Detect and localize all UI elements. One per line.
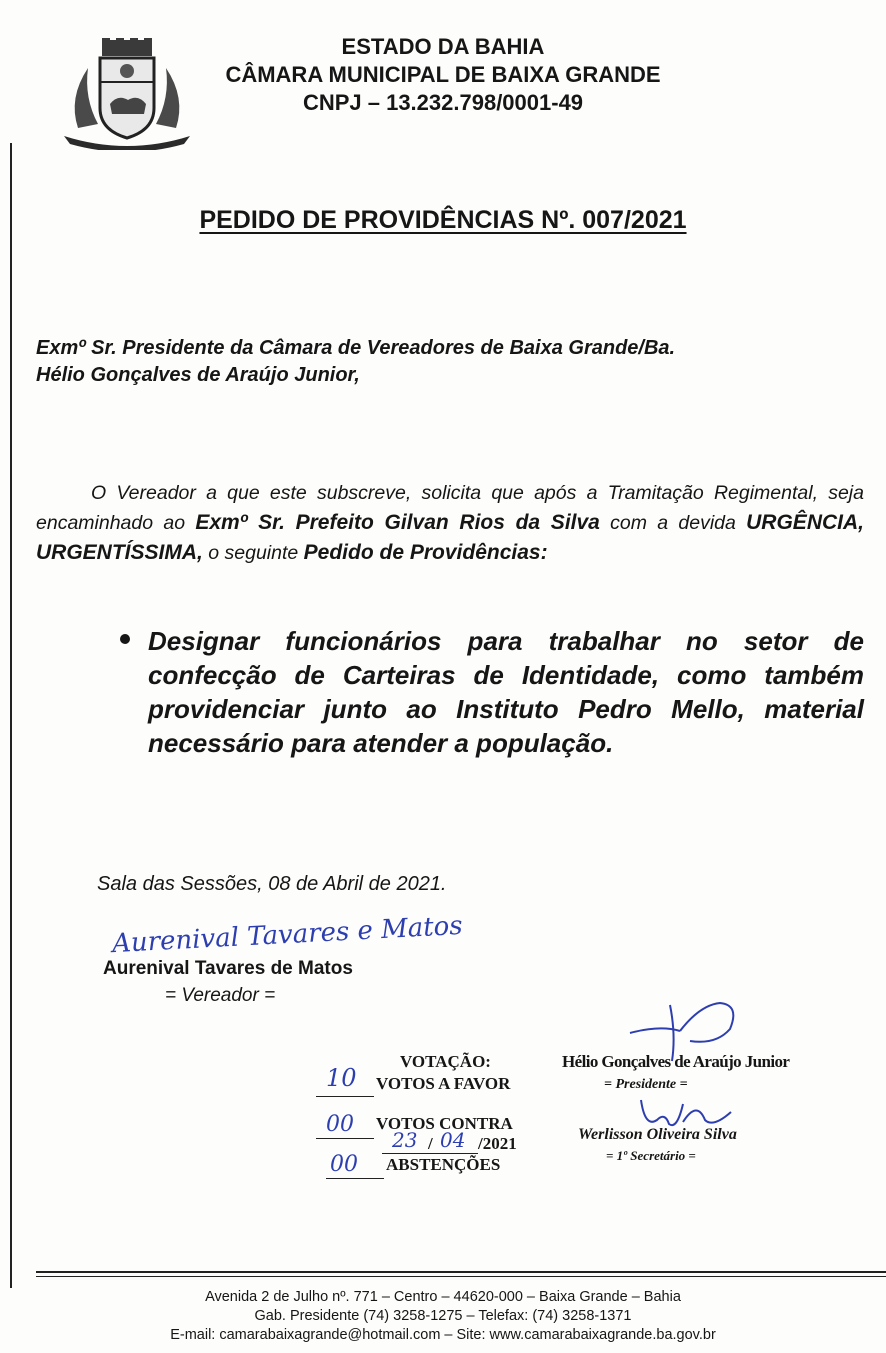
urgency-text: URGÊNCIA, URGENTÍSSIMA,	[36, 511, 864, 564]
place-date: Sala das Sessões, 08 de Abril de 2021.	[97, 873, 447, 895]
bullet-icon	[120, 634, 130, 644]
councilor-signature: Aurenival Tavares e Matos	[111, 910, 464, 960]
footer-address: Avenida 2 de Julho nº. 771 – Centro – 44620-000 – Baixa Grande – Bahia	[205, 1289, 681, 1305]
councilor-name: Aurenival Tavares de Matos	[103, 958, 353, 979]
footer-rule	[36, 1271, 886, 1273]
favor-count: 10	[326, 1064, 357, 1092]
vote-date-month: 04	[440, 1128, 466, 1152]
paragraph-text-3: o seguinte	[202, 542, 304, 564]
president-name: Hélio Gonçalves de Araújo Junior	[562, 1052, 790, 1071]
footer-rule-thin	[36, 1276, 886, 1277]
councilor-role: = Vereador =	[165, 985, 276, 1006]
vote-date-sep: /	[428, 1134, 433, 1153]
voting-title: VOTAÇÃO:	[400, 1052, 491, 1071]
request-label: Pedido de Providências:	[303, 541, 548, 564]
president-role: = Presidente =	[604, 1077, 688, 1092]
addressee-line1: Exmº Sr. Presidente da Câmara de Vereadores de Baixa Grande/Ba.	[36, 337, 676, 359]
footer-phones: Gab. Presidente (74) 3258-1275 – Telefax: (74) 3258-1371	[254, 1308, 632, 1324]
header-state: ESTADO DA BAHIA	[341, 34, 545, 59]
paragraph-text-2: com a devida	[599, 512, 747, 534]
document-title: PEDIDO DE PROVIDÊNCIAS Nº. 007/2021	[199, 206, 687, 234]
vote-date-line	[382, 1153, 478, 1154]
left-margin-rule	[10, 143, 12, 1288]
secretary-name: Werlisson Oliveira Silva	[578, 1126, 737, 1143]
abst-label: ABSTENÇÕES	[386, 1155, 501, 1174]
vote-date-day: 23	[392, 1128, 418, 1152]
paragraph-text-1: O Vereador a que este subscreve, solicita que após a Tramitação Regimental, seja encaminhado ao	[36, 482, 864, 534]
mayor-name: Exmº Sr. Prefeito Gilvan Rios da Silva	[195, 511, 600, 534]
contra-count: 00	[326, 1112, 354, 1137]
vote-date-year: /2021	[478, 1134, 517, 1153]
abst-count: 00	[330, 1152, 358, 1177]
favor-label: VOTOS A FAVOR	[376, 1074, 511, 1093]
contra-label: VOTOS CONTRA	[376, 1114, 513, 1133]
abst-line	[326, 1178, 384, 1179]
header-cnpj: CNPJ – 13.232.798/0001-49	[302, 90, 584, 115]
request-item: Designar funcionários para trabalhar no setor de confecção de Carteiras de Identidade, como também providenciar junto ao Instituto Pedro Mello, material necessário para atender a população.	[148, 626, 864, 758]
addressee-line2: Hélio Gonçalves de Araújo Junior,	[36, 364, 360, 386]
contra-line	[316, 1138, 374, 1139]
header-chamber: CÂMARA MUNICIPAL DE BAIXA GRANDE	[225, 62, 661, 87]
favor-line	[316, 1096, 374, 1097]
secretary-role: = 1º Secretário =	[606, 1148, 696, 1163]
footer-contact: E-mail: camarabaixagrande@hotmail.com – Site: www.camarabaixagrande.ba.gov.br	[170, 1327, 716, 1343]
request-paragraph	[36, 478, 864, 568]
